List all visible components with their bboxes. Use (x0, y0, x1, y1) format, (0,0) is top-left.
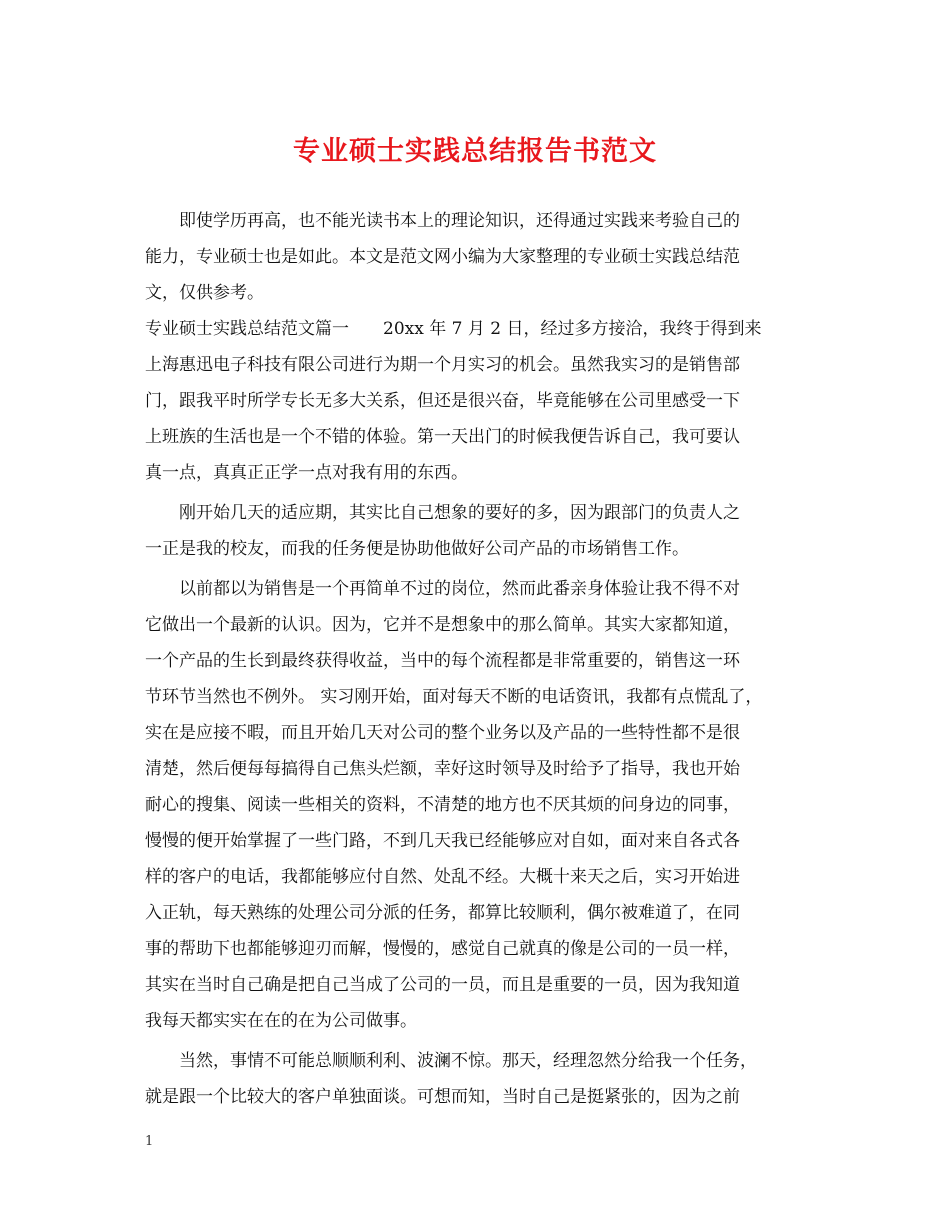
document-body (145, 203, 805, 1115)
document-title: 专业硕士实践总结报告书范文 (293, 136, 657, 167)
text-line: 实在是应接不暇，而且开始几天对公司的整个业务以及产品的一些特性都不是很 (145, 723, 740, 743)
text-line: 慢慢的便开始掌握了一些门路，不到几天我已经能够应对自如，面对来自各式各 (145, 831, 740, 851)
text-line: 真一点，真真正正学一点对我有用的东西。 (145, 463, 468, 483)
text-line: 耐心的搜集、阅读一些相关的资料，不清楚的地方也不厌其烦的问身边的同事， (145, 795, 740, 815)
text-line: 样的客户的电话，我都能够应付自然、处乱不经。大概十来天之后，实习开始进 (145, 867, 740, 887)
text-line: 能力，专业硕士也是如此。本文是范文网小编为大家整理的专业硕士实践总结范 (145, 247, 740, 267)
section-heading: 专业硕士实践总结范文篇一 (145, 319, 349, 339)
text-line: 其实在当时自己确是把自己当成了公司的一员，而且是重要的一员，因为我知道 (145, 975, 740, 995)
text-line: 门，跟我平时所学专长无多大关系，但还是很兴奋，毕竟能够在公司里感受一下 (145, 391, 740, 411)
text-line: 上班族的生活也是一个不错的体验。第一天出门的时候我便告诉自己，我可要认 (145, 427, 740, 447)
text-line: 我每天都实实在在的在为公司做事。 (145, 1011, 417, 1031)
text-line: 入正轨，每天熟练的处理公司分派的任务，都算比较顺利，偶尔被难道了，在同 (145, 903, 740, 923)
text-line: 文，仅供参考。 (145, 283, 264, 303)
text-line: 一正是我的校友，而我的任务便是协助他做好公司产品的市场销售工作。 (145, 539, 689, 559)
text-line: 就是跟一个比较大的客户单独面谈。可想而知，当时自己是挺紧张的，因为之前 (145, 1087, 740, 1107)
text-line: 一个产品的生长到最终获得收益，当中的每个流程都是非常重要的，销售这一环 (145, 651, 740, 671)
text-line: 即使学历再高，也不能光读书本上的理论知识，还得通过实践来考验自己的 (179, 211, 740, 231)
text-line: 以前都以为销售是一个再简单不过的岗位，然而此番亲身体验让我不得不对 (179, 579, 740, 599)
text-line: 事的帮助下也都能够迎刃而解，慢慢的，感觉自己就真的像是公司的一员一样， (145, 939, 740, 959)
text-line: 节环节当然也不例外。 实习刚开始，面对每天不断的电话资讯，我都有点慌乱了， (145, 687, 763, 707)
text-segment: 20xx 年 7 月 2 日，经过多方接洽，我终于得到来 (383, 319, 762, 339)
text-line: 刚开始几天的适应期，其实比自己想象的要好的多，因为跟部门的负责人之 (179, 503, 740, 523)
text-line: 它做出一个最新的认识。因为，它并不是想象中的那么简单。其实大家都知道， (145, 615, 740, 635)
text-line: 上海惠迅电子科技有限公司进行为期一个月实习的机会。虽然我实习的是销售部 (145, 355, 740, 375)
text-line: 当然，事情不可能总顺顺利利、波澜不惊。那天，经理忽然分给我一个任务， (179, 1051, 757, 1071)
page-number: 1 (145, 1134, 154, 1149)
section-heading-line (145, 311, 805, 347)
text-line: 清楚，然后便每每搞得自己焦头烂额，幸好这时领导及时给予了指导，我也开始 (145, 759, 740, 779)
